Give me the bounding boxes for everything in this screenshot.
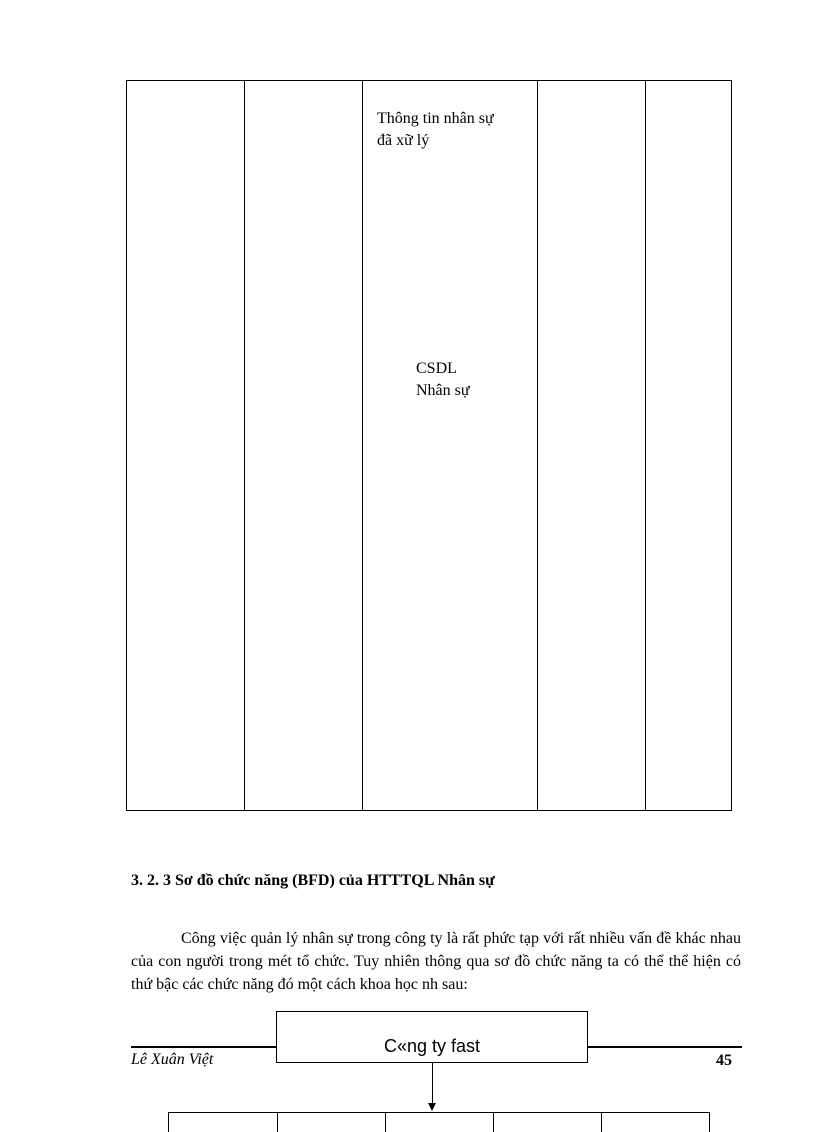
bfd-connector — [432, 1063, 433, 1104]
bfd-child-row — [168, 1112, 710, 1132]
bfd-root-label: C«ng ty fast — [383, 1035, 481, 1056]
footer-rule-right — [588, 1046, 742, 1048]
column-divider — [362, 81, 363, 810]
data-flow-table — [126, 80, 732, 811]
section-heading: 3. 2. 3 Sơ đồ chức năng (BFD) của HTTTQL Nhân sự — [131, 872, 495, 889]
column-divider — [537, 81, 538, 810]
bfd-root-box — [276, 1011, 588, 1063]
page-number: 45 — [716, 1052, 732, 1069]
processed-info-label: Thông tin nhân sự đã xữ lý — [377, 110, 494, 149]
footer-rule-left — [131, 1046, 277, 1048]
footer-author: Lê Xuân Việt — [131, 1051, 214, 1068]
column-divider — [645, 81, 646, 810]
column-divider — [244, 81, 245, 810]
database-label: CSDL Nhân sự — [416, 360, 470, 399]
arrow-down-icon — [428, 1103, 436, 1111]
body-paragraph: Công việc quản lý nhân sự trong công ty là rất phức tạp với rất nhiều vấn đề khác nhau của con người trong mét tổ chức. Tuy nhiên thông qua sơ đồ chức năng ta có thể thể hiện có thứ bậc các chức năng đó một cách khoa học nh sau: — [131, 930, 741, 993]
